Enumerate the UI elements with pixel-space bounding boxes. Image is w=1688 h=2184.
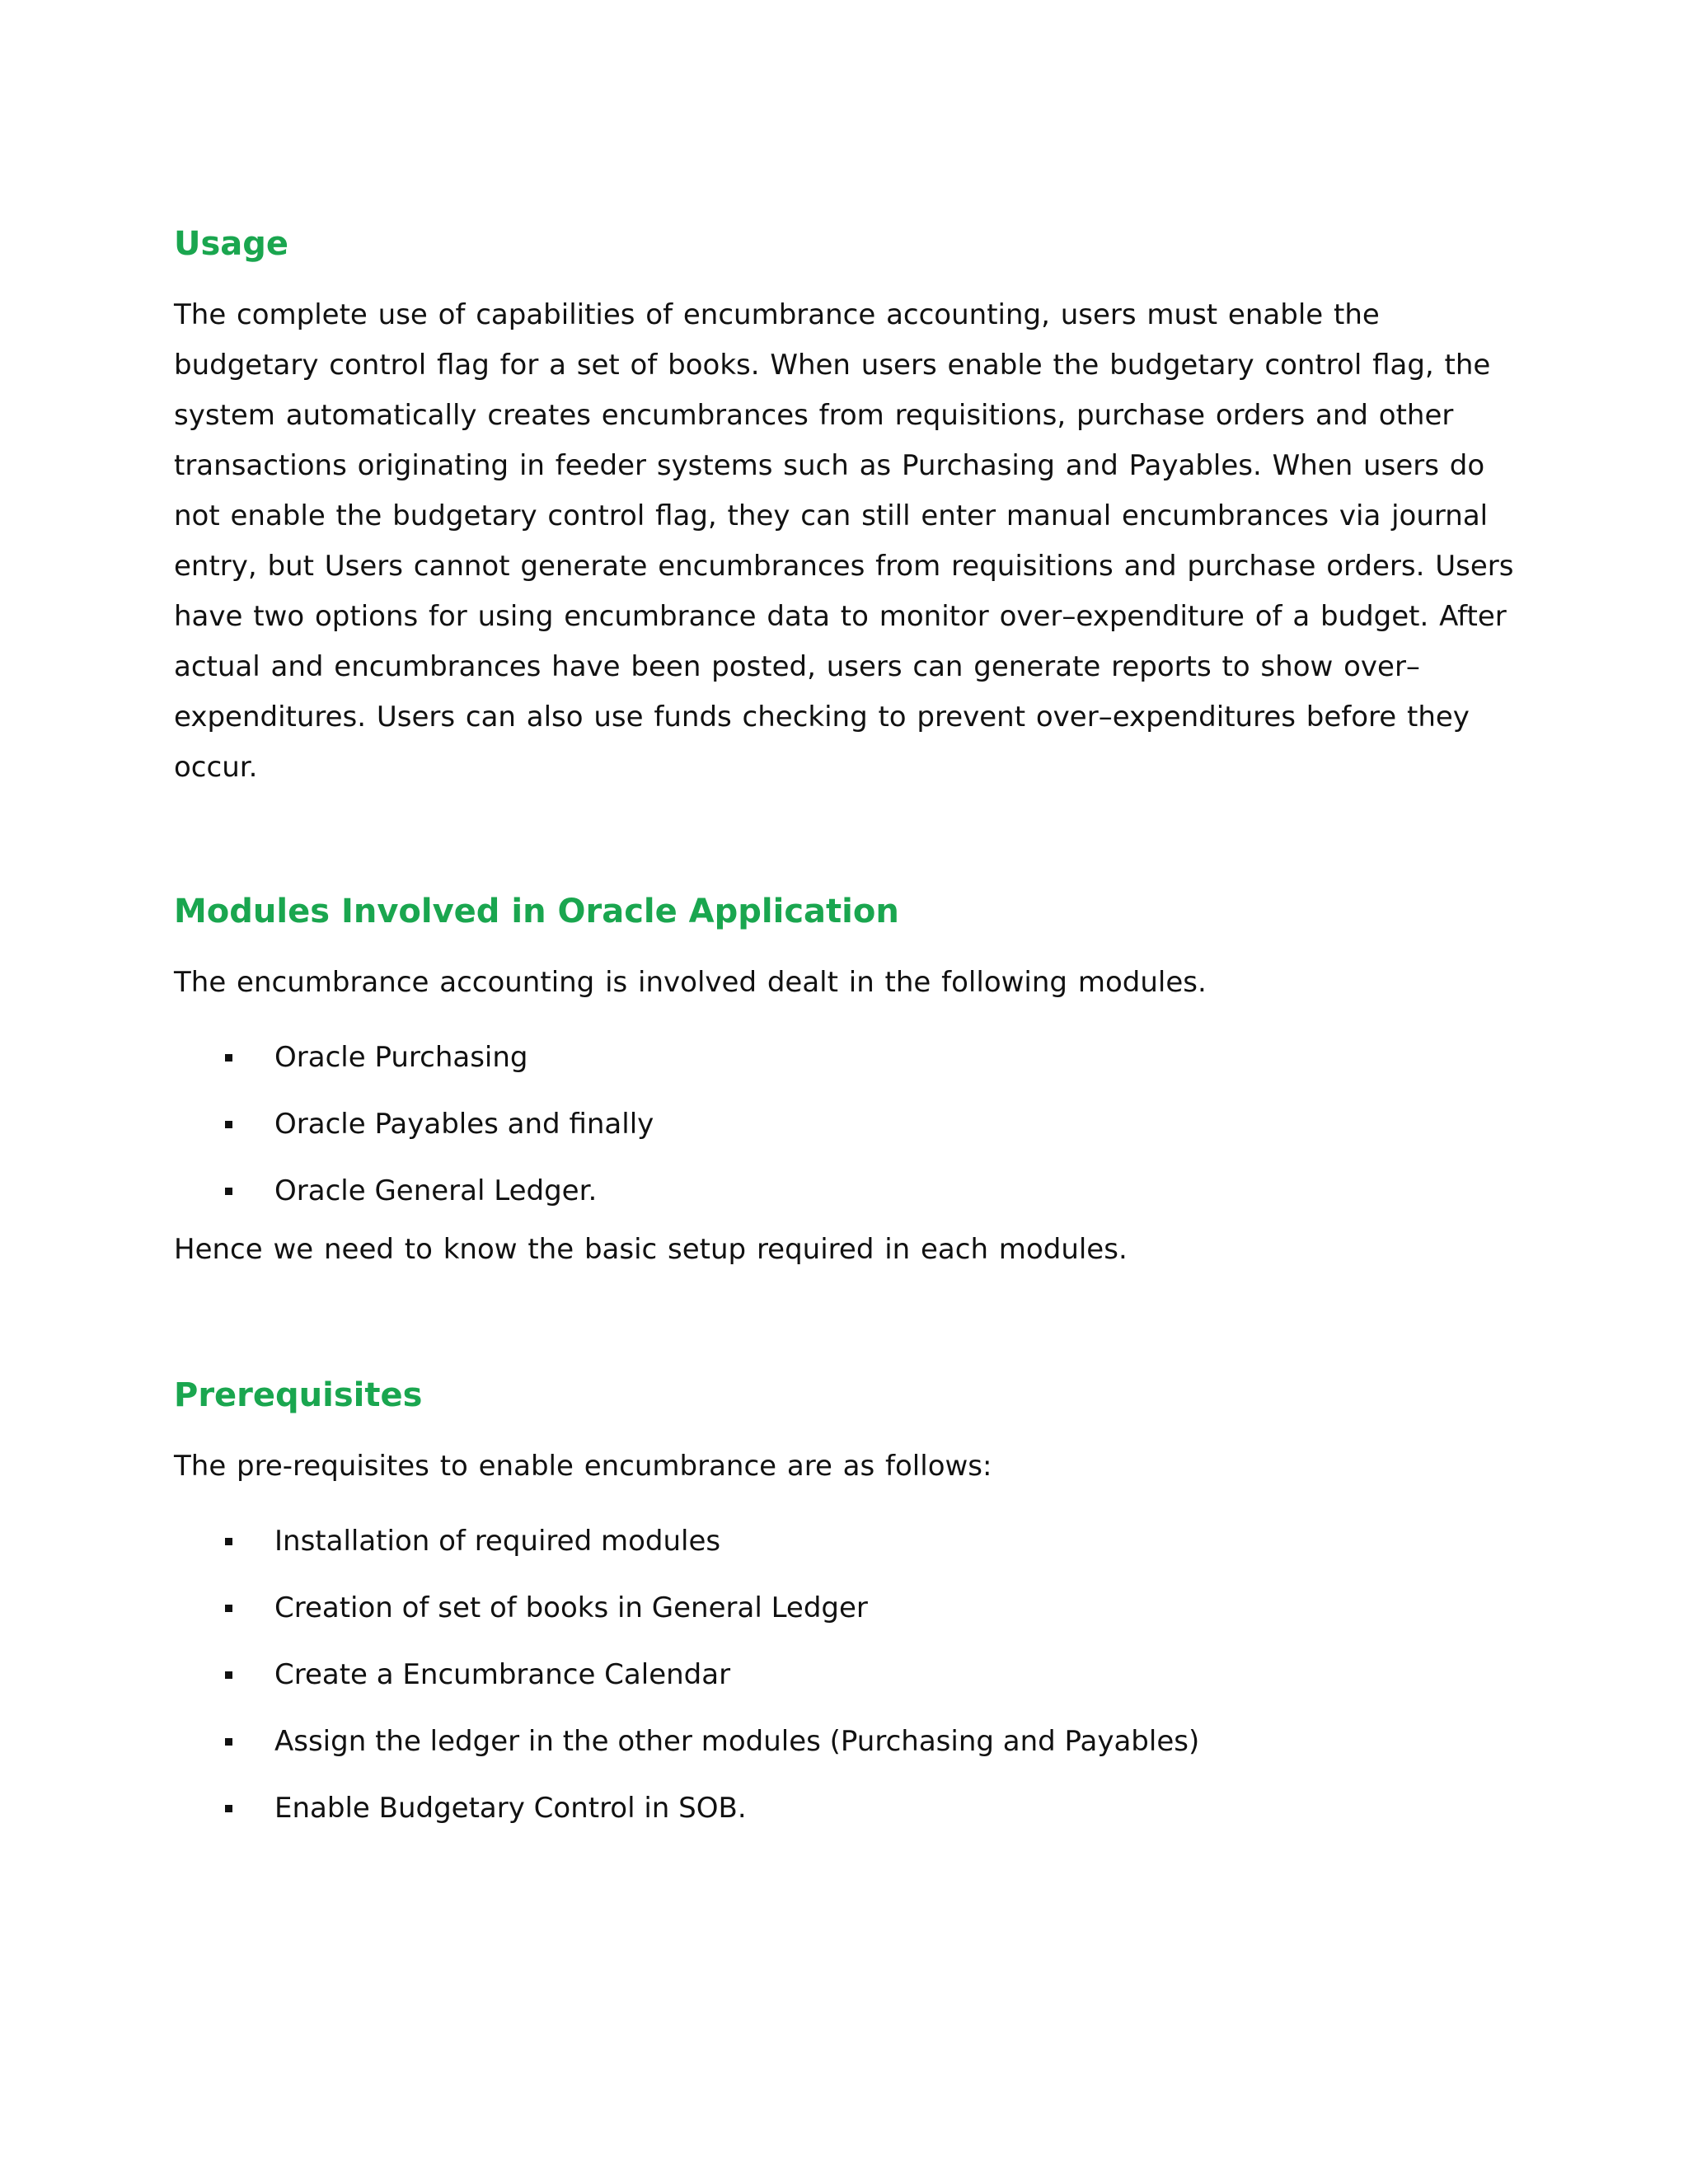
- usage-heading: Usage: [174, 225, 289, 263]
- list-item-text: Create a Encumbrance Calendar: [274, 1658, 731, 1691]
- bullet-icon: [225, 1121, 232, 1128]
- list-item: [174, 1091, 1526, 1158]
- modules-heading: Modules Involved in Oracle Application: [174, 893, 899, 930]
- list-item-text: Installation of required modules: [274, 1525, 721, 1558]
- bullet-icon: [225, 1805, 232, 1812]
- prerequisites-list: [174, 1508, 1526, 1842]
- list-item-text: Oracle Payables and finally: [274, 1108, 654, 1141]
- prerequisites-intro-text: The pre-requisites to enable encumbrance are as follows:: [174, 1450, 992, 1483]
- list-item-text: Creation of set of books in General Ledger: [274, 1591, 868, 1624]
- prerequisites-heading: Prerequisites: [174, 1376, 423, 1414]
- list-item-text: Oracle General Ledger.: [274, 1174, 598, 1207]
- bullet-icon: [225, 1054, 232, 1062]
- list-item: [174, 1642, 1526, 1708]
- document-content: [174, 223, 1526, 1842]
- bullet-icon: [225, 1605, 232, 1612]
- list-item: [174, 1708, 1526, 1775]
- list-item: [174, 1024, 1526, 1091]
- list-item-text: Enable Budgetary Control in SOB.: [274, 1792, 747, 1825]
- list-item-text: Oracle Purchasing: [274, 1041, 528, 1074]
- modules-closing-text: Hence we need to know the basic setup required in each modules.: [174, 1233, 1128, 1266]
- list-item: [174, 1575, 1526, 1642]
- list-item-text: Assign the ledger in the other modules (Purchasing and Payables): [274, 1725, 1200, 1758]
- modules-intro-text: The encumbrance accounting is involved dealt in the following modules.: [174, 966, 1207, 999]
- bullet-icon: [225, 1671, 232, 1679]
- list-item: [174, 1508, 1526, 1575]
- list-item: [174, 1775, 1526, 1842]
- bullet-icon: [225, 1538, 232, 1545]
- list-item: [174, 1158, 1526, 1225]
- bullet-icon: [225, 1738, 232, 1746]
- usage-paragraph: The complete use of capabilities of encumbrance accounting, users must enable the budgetary control flag for a set of books. When users enable the budgetary control flag, the system automatically creates encumbrances from requisitions, purchase orders and other transactions originating in feeder systems such as Purchasing and Payables. When users do not enable the budgetary control flag, they can still enter manual encumbrances via journal entry, but Users cannot generate encumbrances from requisitions and purchase orders. Users have two options for using encumbrance data to monitor over–expenditure of a budget. After actual and encumbrances have been posted, users can generate reports to show over–expenditures. Users can also use funds checking to prevent over–expenditures before they occur.: [174, 298, 1514, 784]
- bullet-icon: [225, 1188, 232, 1195]
- modules-list: [174, 1024, 1526, 1225]
